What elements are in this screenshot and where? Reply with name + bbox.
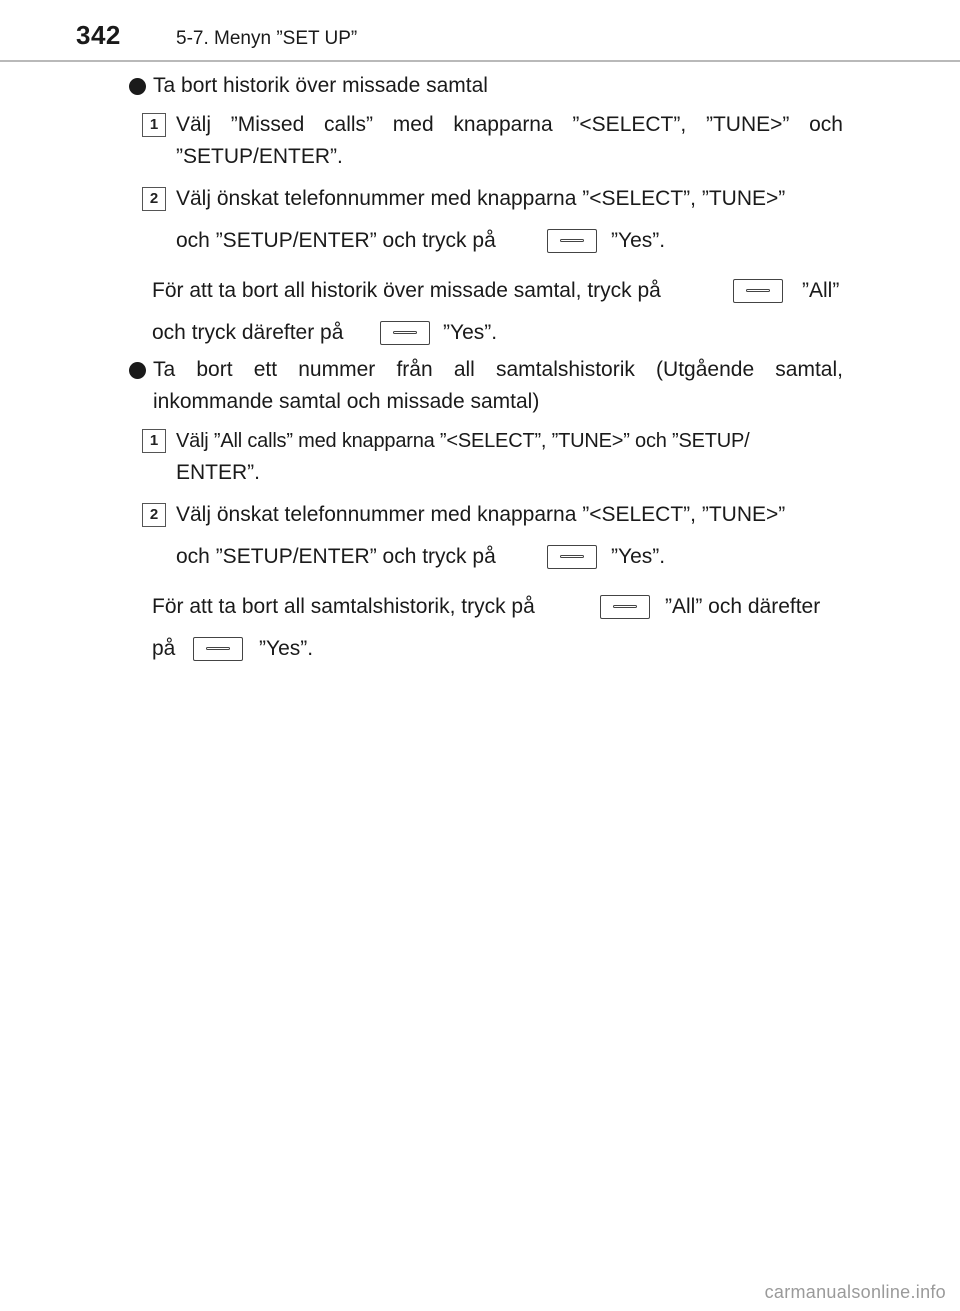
page-number: 342 — [76, 20, 121, 50]
note-text-line: ”All” — [802, 279, 840, 302]
note-text-line: För att ta bort all samtalshistorik, tryck på — [152, 595, 535, 618]
step-text-line: Välj önskat telefonnummer med knapparna ”<SELECT”, ”TUNE>” — [176, 187, 786, 210]
step-text-line: Välj önskat telefonnummer med knapparna ”<SELECT”, ”TUNE>” — [176, 503, 786, 526]
softkey-button-icon — [380, 321, 430, 345]
step-text-line: ”SETUP/ENTER”. — [176, 145, 343, 168]
softkey-button-icon — [547, 229, 597, 253]
note-text-line: och tryck därefter på — [152, 321, 344, 344]
note-text-line: ”Yes”. — [259, 637, 314, 660]
section-title: 5-7. Menyn ”SET UP” — [176, 28, 358, 49]
section-heading: Ta bort ett nummer från all samtalshistorik (Utgående samtal, — [153, 358, 843, 381]
section-heading: Ta bort historik över missade samtal — [153, 74, 488, 97]
step-number-box: 2 — [142, 187, 166, 211]
step-number-box: 1 — [142, 429, 166, 453]
note-text-line: ”All” och därefter — [665, 595, 821, 618]
note-text-line: ”Yes”. — [443, 321, 498, 344]
section-heading: inkommande samtal och missade samtal) — [153, 390, 540, 413]
note-text-line: på — [152, 637, 176, 660]
softkey-button-icon — [547, 545, 597, 569]
softkey-button-icon — [733, 279, 783, 303]
step-text-line: ENTER”. — [176, 461, 260, 484]
step-text-line: och ”SETUP/ENTER” och tryck på — [176, 229, 496, 252]
bullet-icon — [129, 78, 146, 95]
step-number-box: 1 — [142, 113, 166, 137]
step-number-box: 2 — [142, 503, 166, 527]
step-text-line: ”Yes”. — [611, 229, 666, 252]
footer-watermark: carmanualsonline.info — [764, 1282, 946, 1302]
softkey-button-icon — [193, 637, 243, 661]
note-text-line: För att ta bort all historik över missade samtal, tryck på — [152, 279, 661, 302]
bullet-icon — [129, 362, 146, 379]
page-header — [0, 0, 960, 62]
header-divider — [0, 60, 960, 62]
step-text-line: Välj ”All calls” med knapparna ”<SELECT”, ”TUNE>” och ”SETUP/ — [176, 430, 750, 452]
step-text-line: och ”SETUP/ENTER” och tryck på — [176, 545, 496, 568]
softkey-button-icon — [600, 595, 650, 619]
step-text-line: Välj ”Missed calls” med knapparna ”<SELECT”, ”TUNE>” och — [176, 113, 843, 136]
step-text-line: ”Yes”. — [611, 545, 666, 568]
